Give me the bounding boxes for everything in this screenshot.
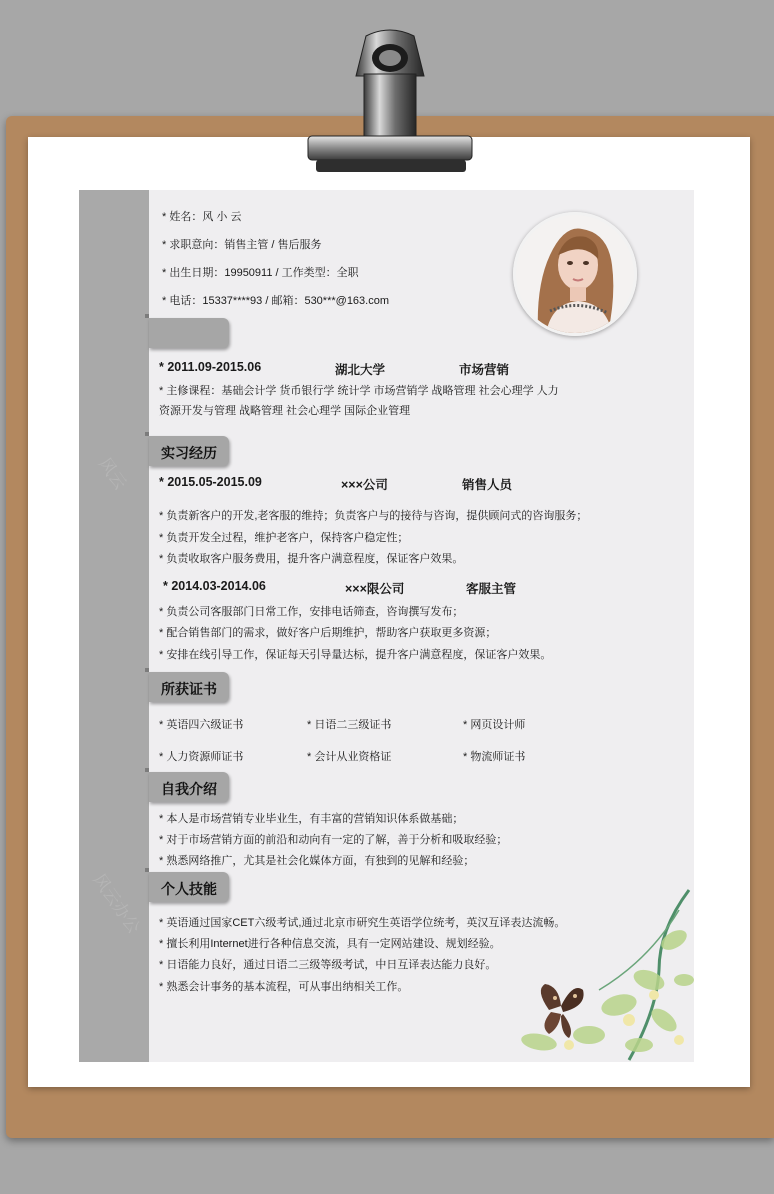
section-self-intro-heading: 自我介绍 <box>149 772 229 802</box>
section-experience-heading: 实习经历 <box>149 436 229 466</box>
skill-line: * 擅长利用Internet进行各种信息交流，具有一定网站建设、规划经验。 <box>159 938 501 950</box>
job-duty: * 配合销售部门的需求，做好客户后期维护，帮助客户获取更多资源； <box>159 627 497 639</box>
job-role: 销售人员 <box>462 478 513 492</box>
job-company: ×××限公司 <box>345 582 405 596</box>
job-duty: * 负责开发全过程，维护老客户，保持客户稳定性； <box>159 532 409 544</box>
job-duty: * 负责新客户的开发,老客服的维持；负责客户与的接待与咨询，提供顾问式的咨询服务； <box>159 510 588 522</box>
job-role: 客服主管 <box>466 582 517 596</box>
resume-sidebar <box>79 190 149 1062</box>
section-certificates-heading: 所获证书 <box>149 672 229 702</box>
watermark: 风云办公 <box>89 870 144 937</box>
education-major: 市场营销 <box>459 363 510 377</box>
certificate-item: * 人力资源师证书 <box>159 751 244 763</box>
education-period: * 2011.09-2015.06 <box>159 360 262 374</box>
job-duty: * 安排在线引导工作，保证每天引导量达标，提升客户满意程度，保证客户效果。 <box>159 649 552 661</box>
certificate-item: * 物流师证书 <box>463 751 526 763</box>
skill-line: * 英语通过国家CET六级考试,通过北京市研究生英语学位统考，英汉互译表达流畅。 <box>159 917 566 929</box>
portrait-icon <box>516 215 634 333</box>
flower-decoration-icon <box>479 870 694 1062</box>
self-intro-line: * 熟悉网络推广，尤其是社会化媒体方面，有独到的见解和经验； <box>159 855 475 867</box>
certificate-item: * 日语二三级证书 <box>307 719 392 731</box>
profile-intent: * 求职意向：销售主管 / 售后服务 <box>162 239 322 251</box>
skill-line: * 熟悉会计事务的基本流程，可从事出纳相关工作。 <box>159 981 409 993</box>
certificate-item: * 网页设计师 <box>463 719 526 731</box>
job-period: * 2015.05-2015.09 <box>159 475 262 489</box>
skill-line: * 日语能力良好，通过日语二三级等级考试，中日互译表达能力良好。 <box>159 959 497 971</box>
watermark: 风云 <box>94 454 130 494</box>
resume-page <box>79 190 694 1062</box>
self-intro-line: * 本人是市场营销专业毕业生，有丰富的营销知识体系做基础； <box>159 813 464 825</box>
profile-contact: * 电话：15337****93 / 邮箱：530***@163.com <box>162 295 390 307</box>
avatar <box>513 212 637 336</box>
profile-birth: * 出生日期：19950911 / 工作类型：全职 <box>162 267 359 279</box>
certificate-item: * 英语四六级证书 <box>159 719 244 731</box>
section-education-heading <box>149 318 229 348</box>
binder-clip-icon <box>306 28 474 178</box>
job-period: * 2014.03-2014.06 <box>163 579 266 593</box>
job-company: ×××公司 <box>341 478 388 492</box>
education-courses: * 主修课程：基础会计学 货币银行学 统计学 市场营销学 战略管理 社会心理学 人力 <box>159 385 559 397</box>
education-courses-cont: 资源开发与管理 战略管理 社会心理学 国际企业管理 <box>159 405 411 417</box>
certificate-item: * 会计从业资格证 <box>307 751 392 763</box>
job-duty: * 负责收取客户服务费用，提升客户满意程度，保证客户效果。 <box>159 553 464 565</box>
education-school: 湖北大学 <box>335 363 386 377</box>
section-skills-heading: 个人技能 <box>149 872 229 902</box>
job-duty: * 负责公司客服部门日常工作，安排电话筛查，咨询撰写发布； <box>159 606 464 618</box>
self-intro-line: * 对于市场营销方面的前沿和动向有一定的了解，善于分析和吸取经验； <box>159 834 508 846</box>
profile-name: * 姓名：风 小 云 <box>162 211 242 223</box>
